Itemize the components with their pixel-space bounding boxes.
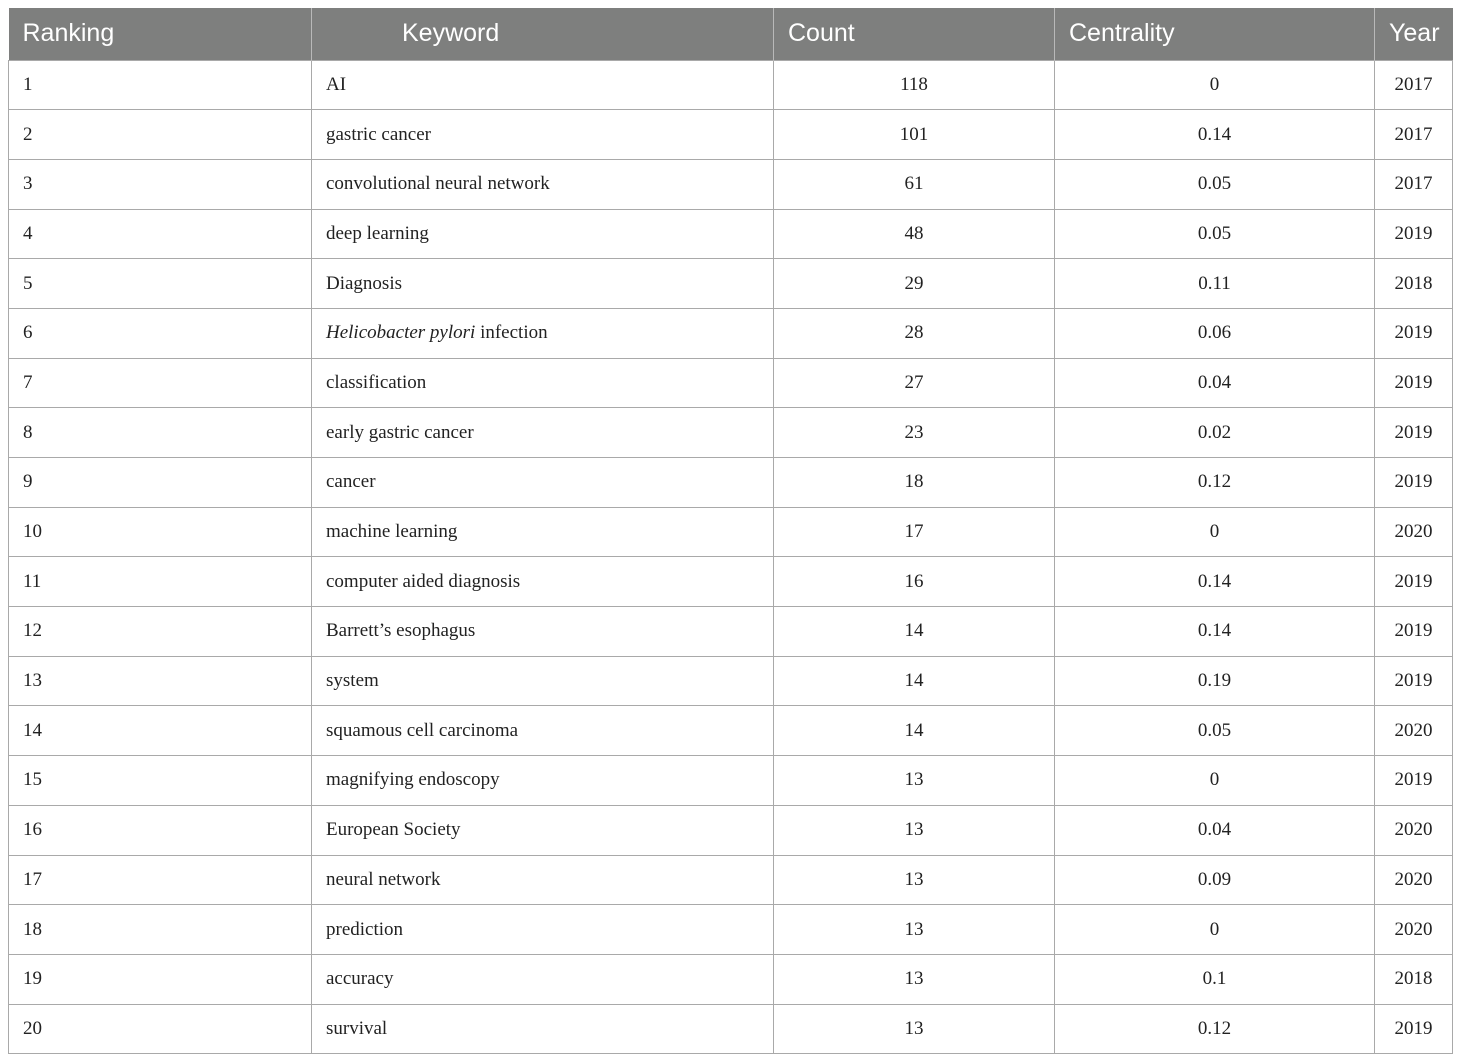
cell-centrality: 0.09 [1055,855,1375,905]
table-row [9,358,1453,408]
cell-year: 2018 [1375,259,1453,309]
cell-centrality: 0.05 [1055,159,1375,209]
table-row [9,458,1453,508]
cell-centrality: 0 [1055,507,1375,557]
cell-centrality: 0.04 [1055,358,1375,408]
table-row [9,607,1453,657]
cell-year: 2019 [1375,656,1453,706]
cell-count: 23 [774,408,1055,458]
cell-keyword: cancer [312,458,774,508]
cell-year: 2019 [1375,308,1453,358]
cell-keyword: prediction [312,905,774,955]
cell-year: 2019 [1375,557,1453,607]
cell-ranking: 18 [9,905,312,955]
cell-keyword: magnifying endoscopy [312,756,774,806]
cell-ranking: 17 [9,855,312,905]
cell-count: 13 [774,805,1055,855]
cell-year: 2020 [1375,805,1453,855]
table-body [9,60,1453,1054]
cell-centrality: 0.12 [1055,458,1375,508]
cell-year: 2019 [1375,458,1453,508]
cell-keyword: AI [312,60,774,110]
cell-count: 16 [774,557,1055,607]
cell-ranking: 9 [9,458,312,508]
header-ranking: Ranking [9,8,312,60]
cell-keyword: European Society [312,805,774,855]
cell-ranking: 12 [9,607,312,657]
cell-ranking: 6 [9,308,312,358]
header-year: Year [1375,8,1453,60]
cell-count: 13 [774,756,1055,806]
cell-ranking: 11 [9,557,312,607]
cell-year: 2020 [1375,855,1453,905]
table-row [9,209,1453,259]
cell-keyword [312,308,774,358]
cell-centrality: 0.06 [1055,308,1375,358]
cell-centrality: 0.14 [1055,607,1375,657]
table-row [9,756,1453,806]
cell-year: 2019 [1375,358,1453,408]
cell-centrality: 0.1 [1055,954,1375,1004]
cell-keyword: neural network [312,855,774,905]
table-row [9,60,1453,110]
cell-centrality: 0.05 [1055,706,1375,756]
cell-ranking: 4 [9,209,312,259]
keyword-table-container [8,8,1452,1054]
table-row [9,706,1453,756]
cell-keyword: machine learning [312,507,774,557]
cell-year: 2017 [1375,60,1453,110]
cell-keyword: system [312,656,774,706]
cell-year: 2020 [1375,507,1453,557]
cell-keyword: deep learning [312,209,774,259]
table-header [9,8,1453,60]
cell-ranking: 15 [9,756,312,806]
cell-ranking: 3 [9,159,312,209]
cell-centrality: 0.19 [1055,656,1375,706]
cell-count: 27 [774,358,1055,408]
cell-centrality: 0.14 [1055,110,1375,160]
cell-keyword: survival [312,1004,774,1054]
cell-year: 2019 [1375,408,1453,458]
cell-centrality: 0 [1055,756,1375,806]
keyword-italic-part: Helicobacter pylori [326,322,476,344]
cell-ranking: 1 [9,60,312,110]
cell-keyword: computer aided diagnosis [312,557,774,607]
cell-count: 13 [774,1004,1055,1054]
cell-ranking: 19 [9,954,312,1004]
cell-centrality: 0.14 [1055,557,1375,607]
cell-ranking: 16 [9,805,312,855]
cell-ranking: 20 [9,1004,312,1054]
cell-ranking: 8 [9,408,312,458]
cell-count: 13 [774,855,1055,905]
cell-count: 28 [774,308,1055,358]
cell-keyword: gastric cancer [312,110,774,160]
cell-year: 2019 [1375,756,1453,806]
cell-centrality: 0.11 [1055,259,1375,309]
cell-ranking: 2 [9,110,312,160]
cell-count: 13 [774,954,1055,1004]
cell-year: 2019 [1375,209,1453,259]
cell-year: 2017 [1375,159,1453,209]
table-row [9,408,1453,458]
cell-count: 18 [774,458,1055,508]
table-row [9,308,1453,358]
header-keyword: Keyword [312,8,774,60]
table-row [9,159,1453,209]
header-row [9,8,1453,60]
cell-count: 48 [774,209,1055,259]
cell-year: 2020 [1375,706,1453,756]
cell-count: 14 [774,607,1055,657]
keyword-ranking-table [8,8,1453,1054]
cell-ranking: 5 [9,259,312,309]
cell-year: 2018 [1375,954,1453,1004]
cell-count: 61 [774,159,1055,209]
table-row [9,507,1453,557]
cell-count: 14 [774,706,1055,756]
cell-ranking: 14 [9,706,312,756]
cell-centrality: 0 [1055,905,1375,955]
cell-year: 2019 [1375,607,1453,657]
cell-centrality: 0.02 [1055,408,1375,458]
cell-ranking: 7 [9,358,312,408]
cell-keyword: convolutional neural network [312,159,774,209]
cell-keyword: Barrett’s esophagus [312,607,774,657]
cell-keyword: accuracy [312,954,774,1004]
cell-year: 2020 [1375,905,1453,955]
cell-keyword: squamous cell carcinoma [312,706,774,756]
cell-ranking: 10 [9,507,312,557]
header-centrality: Centrality [1055,8,1375,60]
cell-count: 17 [774,507,1055,557]
table-row [9,259,1453,309]
cell-keyword: classification [312,358,774,408]
cell-centrality: 0.12 [1055,1004,1375,1054]
cell-count: 101 [774,110,1055,160]
cell-count: 13 [774,905,1055,955]
header-count: Count [774,8,1055,60]
cell-count: 29 [774,259,1055,309]
keyword-rest-part: infection [475,322,548,344]
cell-centrality: 0 [1055,60,1375,110]
table-row [9,656,1453,706]
cell-centrality: 0.05 [1055,209,1375,259]
cell-keyword: Diagnosis [312,259,774,309]
table-row [9,855,1453,905]
cell-year: 2017 [1375,110,1453,160]
cell-ranking: 13 [9,656,312,706]
cell-keyword: early gastric cancer [312,408,774,458]
table-row [9,557,1453,607]
cell-year: 2019 [1375,1004,1453,1054]
table-row [9,905,1453,955]
cell-count: 14 [774,656,1055,706]
cell-count: 118 [774,60,1055,110]
table-row [9,954,1453,1004]
cell-centrality: 0.04 [1055,805,1375,855]
table-row [9,805,1453,855]
table-row [9,110,1453,160]
table-row [9,1004,1453,1054]
